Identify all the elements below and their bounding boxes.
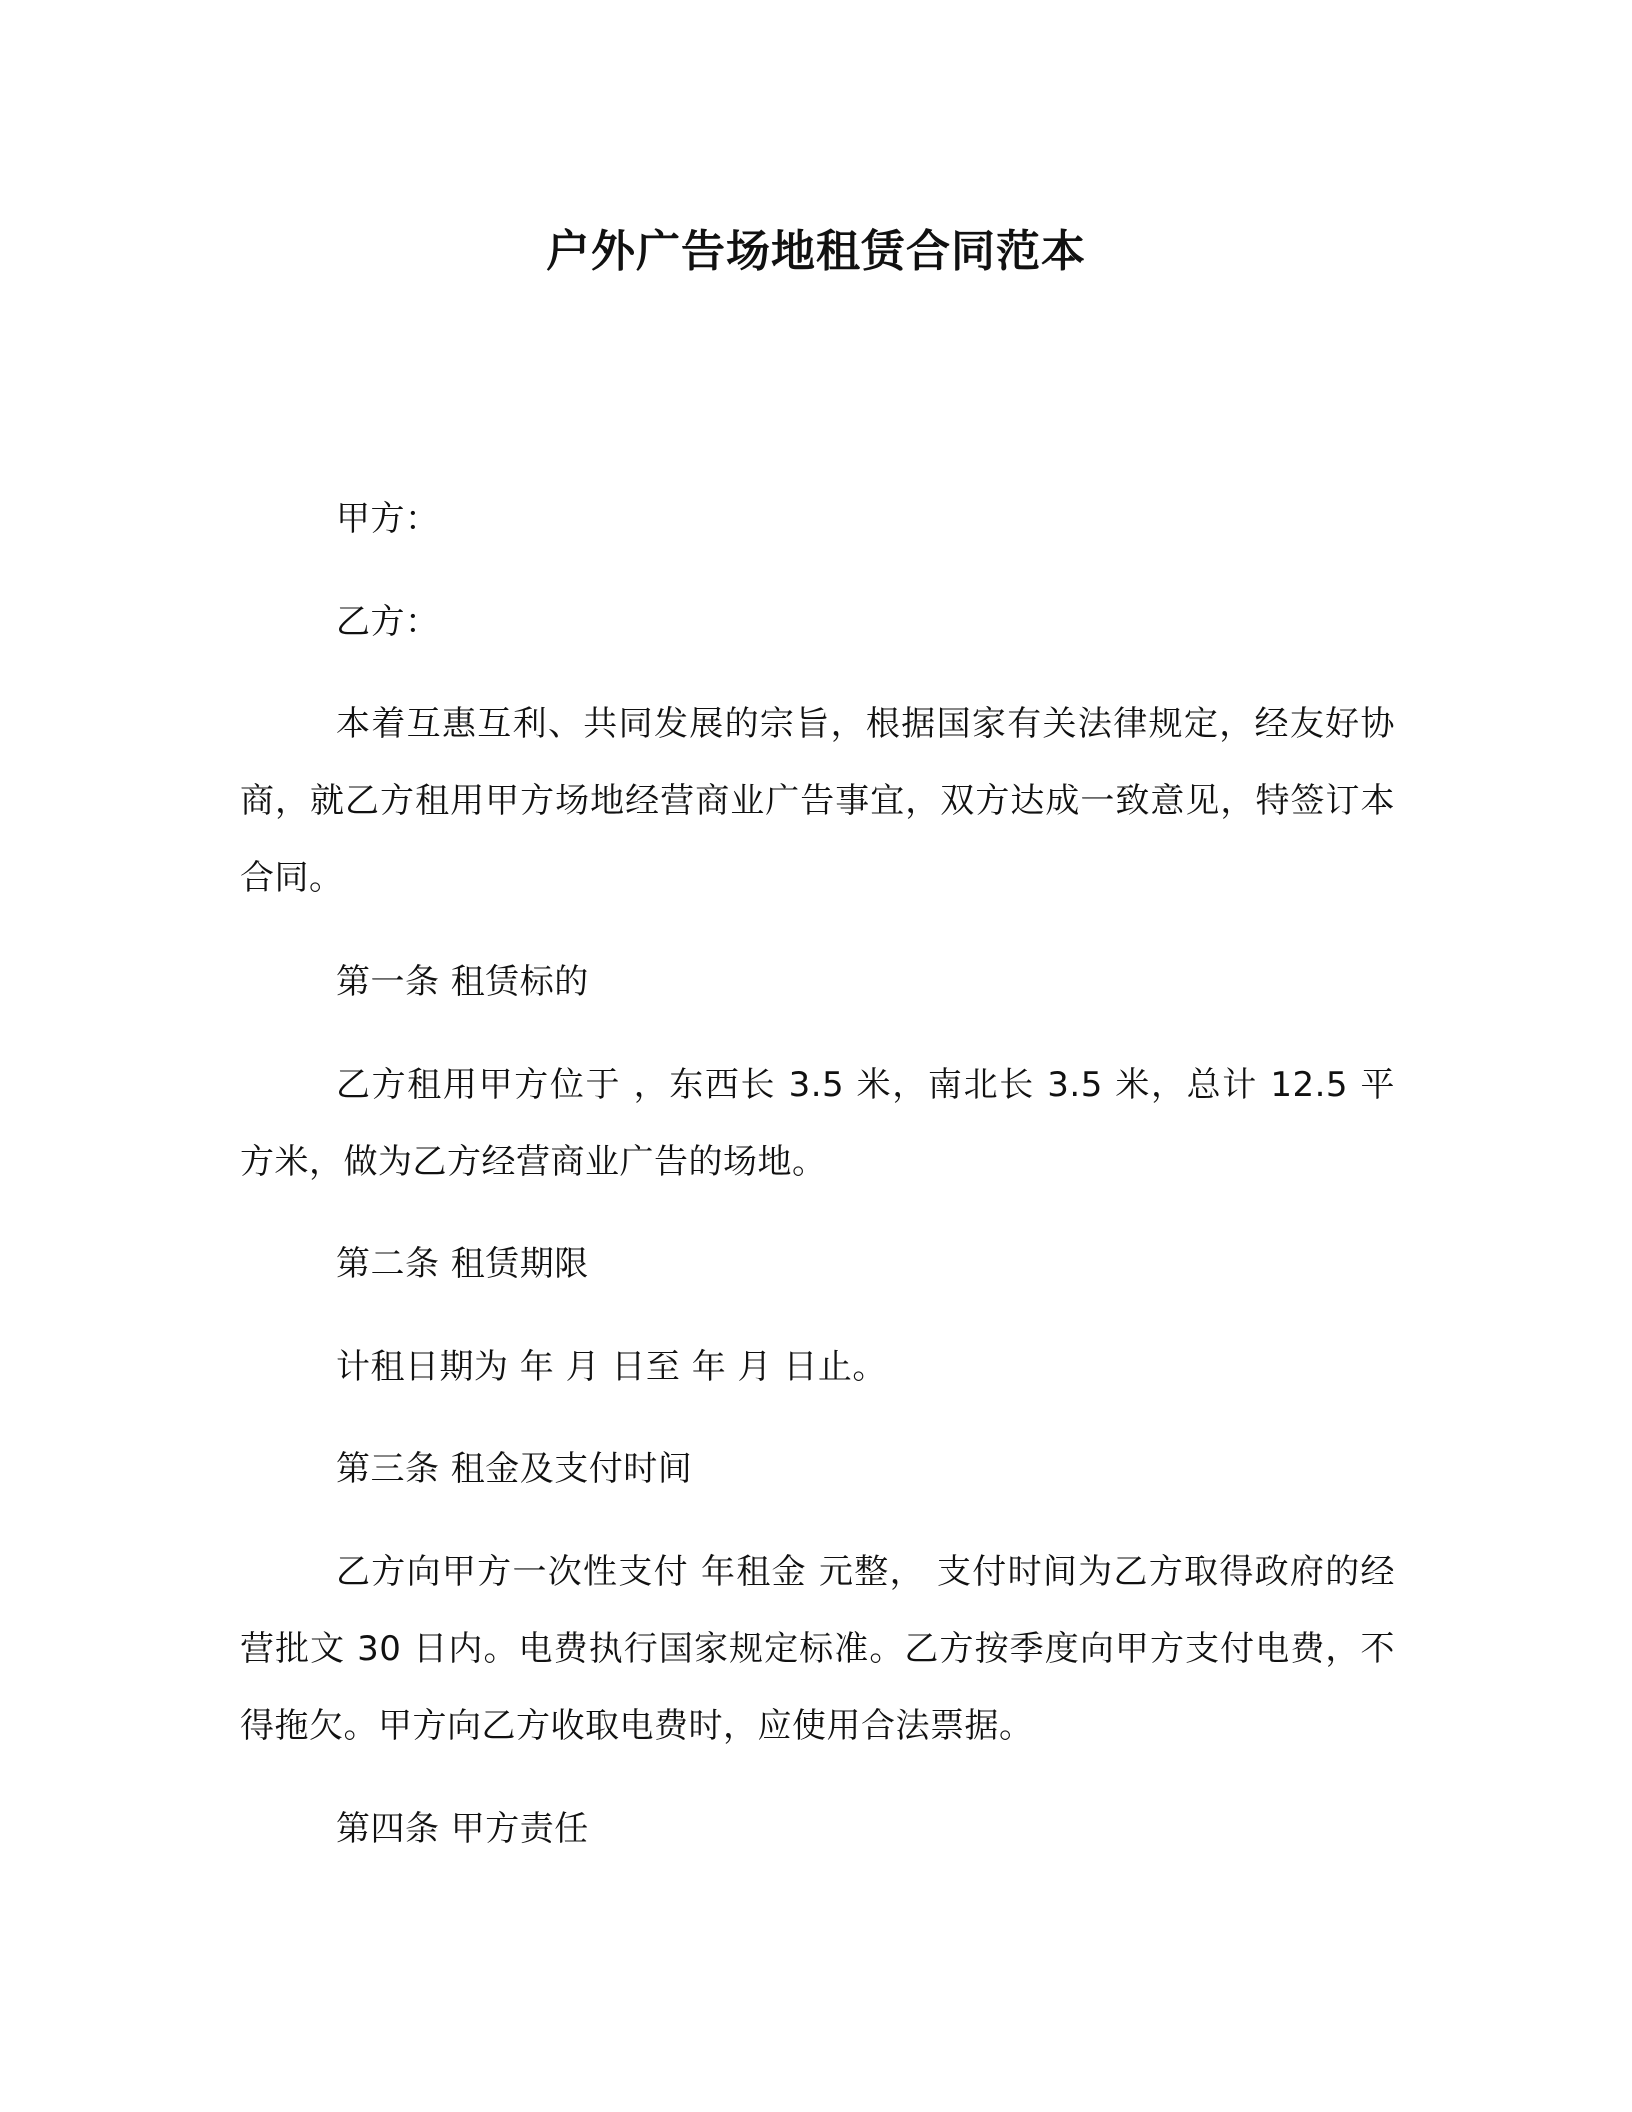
article-4-heading: 第四条 甲方责任 xyxy=(336,1809,589,1849)
party-b-line: 乙方： xyxy=(336,602,440,642)
article-2-heading: 第二条 租赁期限 xyxy=(336,1244,589,1284)
article-1-heading: 第一条 租赁标的 xyxy=(336,962,589,1002)
party-a-line: 甲方： xyxy=(336,499,440,539)
intro-paragraph: 本着互惠互利、共同发展的宗旨，根据国家有关法律规定，经友好协商，就乙方租用甲方场地经营商业广告事宜，双方达成一致意见，特签订本合同。 xyxy=(240,704,1395,898)
article-3-heading: 第三条 租金及支付时间 xyxy=(336,1449,693,1489)
document-title: 户外广告场地租赁合同范本 xyxy=(546,226,1086,277)
article-3-body: 乙方向甲方一次性支付 年租金 元整， 支付时间为乙方取得政府的经营批文 30 日内。电费执行国家规定标准。乙方按季度向甲方支付电费，不得拖欠。甲方向乙方收取电费时，应使用合法票据。 xyxy=(240,1552,1395,1746)
article-1-body: 乙方租用甲方位于 ，东西长 3.5 米，南北长 3.5 米，总计 12.5 平方米，做为乙方经营商业广告的场地。 xyxy=(240,1065,1395,1182)
article-2-body: 计租日期为 年 月 日至 年 月 日止。 xyxy=(336,1347,887,1387)
